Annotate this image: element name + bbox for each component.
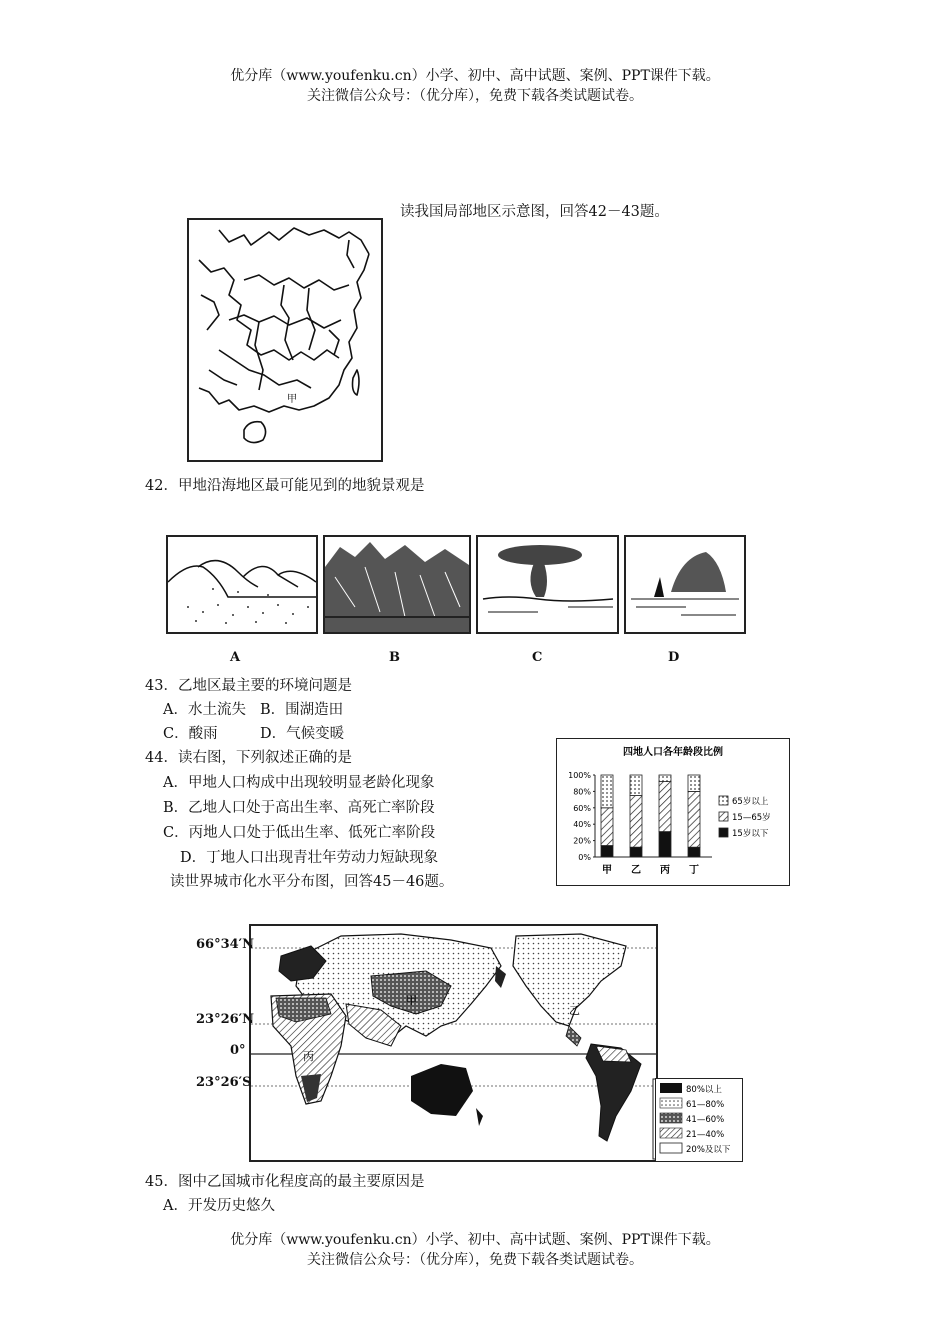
- bar-15-65: [688, 791, 700, 847]
- intro-45-46: 读世界城市化水平分布图，回答45－46题。: [170, 874, 454, 890]
- chart-title: 四地人口各年龄段比例: [623, 747, 723, 758]
- legend-20less: 20%及以下: [686, 1145, 731, 1155]
- landform-label-a: A: [230, 650, 241, 665]
- legend-61-80: 61—80%: [686, 1100, 725, 1110]
- bar-65plus: [601, 775, 613, 808]
- y-tick-label: 80%: [573, 787, 591, 797]
- map-label-jia: 甲: [287, 394, 297, 405]
- world-urbanization-map: [249, 924, 658, 1162]
- legend-swatch-65plus: [719, 796, 728, 805]
- legend-swatch-21-40: [660, 1128, 682, 1138]
- age-chart-svg: [557, 739, 789, 885]
- q44-option-a: A．甲地人口构成中出现较明显老龄化现象: [163, 775, 435, 791]
- y-tick-label: 0%: [578, 853, 591, 862]
- legend-swatch-41-60: [660, 1113, 682, 1123]
- q43-option-a: A．水土流失: [163, 702, 246, 718]
- bar-under15: [601, 846, 613, 857]
- legend-21-40: 21—40%: [686, 1130, 725, 1140]
- bar-15-65: [630, 796, 642, 848]
- legend-41-60: 41—60%: [686, 1115, 725, 1125]
- bar-65plus: [630, 775, 642, 796]
- china-map-figure: [187, 218, 383, 462]
- legend-swatch-80plus: [660, 1083, 682, 1093]
- legend-swatch-under15: [719, 828, 728, 837]
- bar-under15: [688, 847, 700, 857]
- q43-option-d: D．气候变暖: [260, 726, 345, 742]
- bar-under15: [659, 832, 671, 857]
- bar-65plus: [688, 775, 700, 791]
- worldmap-legend-box: [655, 1078, 743, 1162]
- chart-legend: [719, 796, 771, 839]
- x-category-label: 乙: [631, 865, 641, 876]
- q43-option-c: C．酸雨: [163, 726, 218, 742]
- legend-label-under15: 15岁以下: [732, 829, 769, 839]
- lat-label-equator: 0°: [230, 1043, 246, 1058]
- landform-c-image: [476, 535, 619, 634]
- landform-b-image: [323, 535, 471, 634]
- landform-label-d: D: [668, 650, 680, 665]
- y-tick-label: 40%: [573, 820, 591, 830]
- q45-stem: 45．图中乙国城市化程度高的最主要原因是: [145, 1174, 425, 1190]
- q44-stem: 44．读右图，下列叙述正确的是: [145, 750, 352, 766]
- y-tick-label: 100%: [568, 771, 591, 780]
- header-line-1: 优分库（www.youfenku.cn）小学、初中、高中试题、案例、PPT课件下载。: [230, 68, 720, 84]
- q44-option-b: B．乙地人口处于高出生率、高死亡率阶段: [163, 800, 435, 816]
- x-category-label: 丙: [660, 865, 670, 876]
- q43-option-b: B．围湖造田: [260, 702, 344, 718]
- legend-label-65plus: 65岁以上: [732, 797, 769, 807]
- landform-label-b: B: [389, 650, 400, 665]
- x-category-label: 丁: [689, 865, 699, 876]
- bar-15-65: [659, 782, 671, 832]
- worldmap-label-jia: 甲: [406, 994, 417, 1007]
- landform-label-c: C: [532, 650, 543, 665]
- landform-a-image: [166, 535, 318, 634]
- q42-stem: 42．甲地沿海地区最可能见到的地貌景观是: [145, 478, 425, 494]
- worldmap-label-yi: 乙: [569, 1004, 580, 1017]
- y-tick-label: 60%: [573, 803, 591, 813]
- x-category-label: 甲: [602, 865, 612, 876]
- footer-line-2: 关注微信公众号：（优分库），免费下载各类试题试卷。: [307, 1252, 643, 1268]
- bar-15-65: [601, 808, 613, 846]
- landform-d-image: [624, 535, 746, 634]
- worldmap-label-bing: 丙: [303, 1050, 314, 1063]
- q45-option-a: A．开发历史悠久: [163, 1198, 275, 1214]
- bar-under15: [630, 847, 642, 857]
- q44-option-d: D．丁地人口出现青壮年劳动力短缺现象: [180, 850, 439, 866]
- intro-42-43: 读我国局部地区示意图，回答42－43题。: [400, 204, 669, 220]
- bar-65plus: [659, 775, 671, 782]
- legend-swatch-20less: [660, 1143, 682, 1153]
- legend-label-15-65: 15—65岁: [732, 813, 771, 823]
- legend-80plus: 80%以上: [686, 1085, 722, 1095]
- china-map-svg: [189, 220, 381, 460]
- legend-swatch-15-65: [719, 812, 728, 821]
- lat-label-23n: 23°26′N: [196, 1012, 254, 1027]
- q44-option-c: C．丙地人口处于低出生率、低死亡率阶段: [163, 825, 436, 841]
- world-map-svg: [251, 926, 656, 1160]
- header-line-2: 关注微信公众号：（优分库），免费下载各类试题试卷。: [307, 88, 643, 104]
- lat-label-66n: 66°34′N: [196, 937, 254, 952]
- q43-stem: 43．乙地区最主要的环境问题是: [145, 678, 352, 694]
- age-chart: [556, 738, 790, 886]
- footer-line-1: 优分库（www.youfenku.cn）小学、初中、高中试题、案例、PPT课件下载。: [230, 1232, 720, 1248]
- y-tick-label: 20%: [573, 836, 591, 846]
- legend-swatch-61-80: [660, 1098, 682, 1108]
- lat-label-23s: 23°26′S: [196, 1075, 252, 1090]
